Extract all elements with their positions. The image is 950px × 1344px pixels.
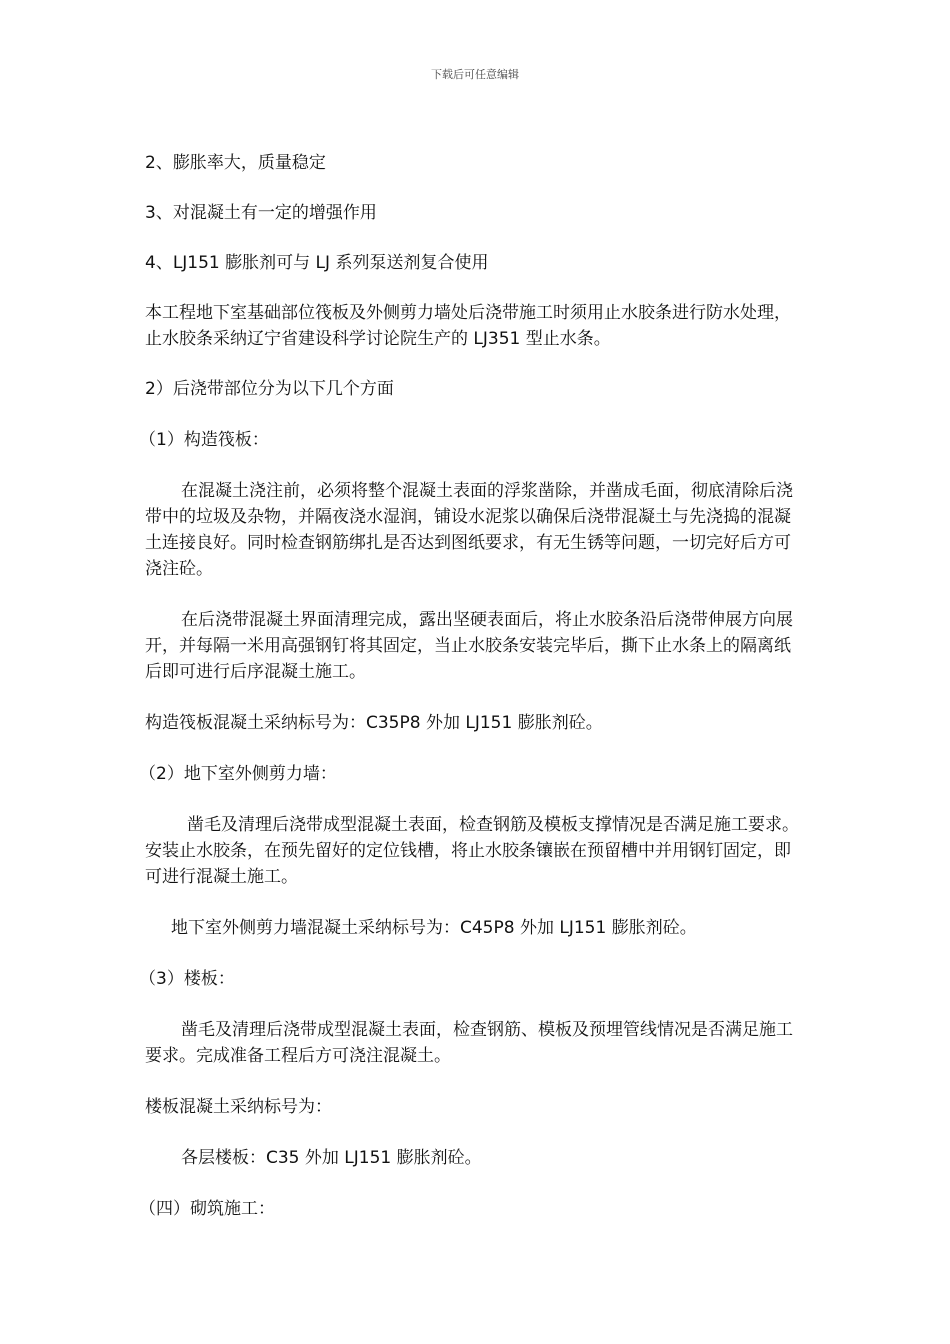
paragraph-raft-grade: 构造筏板混凝土采纳标号为：C35P8 外加 LJ151 膨胀剂砼。 xyxy=(145,713,603,733)
page-header: 下载后可任意编辑 xyxy=(431,68,519,81)
paragraph-wall-grade: 地下室外侧剪力墙混凝土采纳标号为：C45P8 外加 LJ151 膨胀剂砼。 xyxy=(171,918,697,938)
subheading-3: （3）楼板： xyxy=(139,969,235,989)
subheading-1: （1）构造筏板： xyxy=(139,430,269,450)
document-body xyxy=(139,150,805,1222)
paragraph-slab: 凿毛及清理后浇带成型混凝土表面，检查钢筋、模板及预埋管线情况是否满足施工要求。完成准备工程后方可浇注混凝土。 xyxy=(145,1020,793,1066)
list-item-2: 2、膨胀率大，质量稳定 xyxy=(145,153,326,173)
section-heading-4: （四）砌筑施工： xyxy=(139,1199,275,1219)
subheading-2: （2）地下室外侧剪力墙： xyxy=(139,764,337,784)
paragraph-raft-1: 在混凝土浇注前，必须将整个混凝土表面的浮浆凿除，并凿成毛面，彻底清除后浇带中的垃圾及杂物，并隔夜浇水湿润，铺设水泥浆以确保后浇带混凝土与先浇捣的混凝土连接良好。同时检查钢筋绑扎是否达到图纸要求，有无生锈等问题，一切完好后方可浇注砼。 xyxy=(145,481,793,579)
paragraph-waterproofing: 本工程地下室基础部位筏板及外侧剪力墙处后浇带施工时须用止水胶条进行防水处理，止水胶条采纳辽宁省建设科学讨论院生产的 LJ351 型止水条。 xyxy=(145,303,791,349)
paragraph-wall: 凿毛及清理后浇带成型混凝土表面，检查钢筋及模板支撑情况是否满足施工要求。安装止水胶条，在预先留好的定位钱槽，将止水胶条镶嵌在预留槽中并用钢钉固定，即可进行混凝土施工。 xyxy=(145,815,799,887)
list-item-3: 3、对混凝土有一定的增强作用 xyxy=(145,203,377,223)
section-heading-2: 2）后浇带部位分为以下几个方面 xyxy=(145,379,394,399)
list-item-4: 4、LJ151 膨胀剂可与 LJ 系列泵送剂复合使用 xyxy=(145,253,489,273)
paragraph-slab-grade-label: 楼板混凝土采纳标号为： xyxy=(145,1097,332,1117)
paragraph-slab-grade: 各层楼板：C35 外加 LJ151 膨胀剂砼。 xyxy=(181,1148,482,1168)
paragraph-raft-2: 在后浇带混凝土界面清理完成，露出坚硬表面后，将止水胶条沿后浇带伸展方向展开，并每隔一米用高强钢钉将其固定，当止水胶条安装完毕后，撕下止水条上的隔离纸后即可进行后序混凝土施工。 xyxy=(145,610,793,682)
